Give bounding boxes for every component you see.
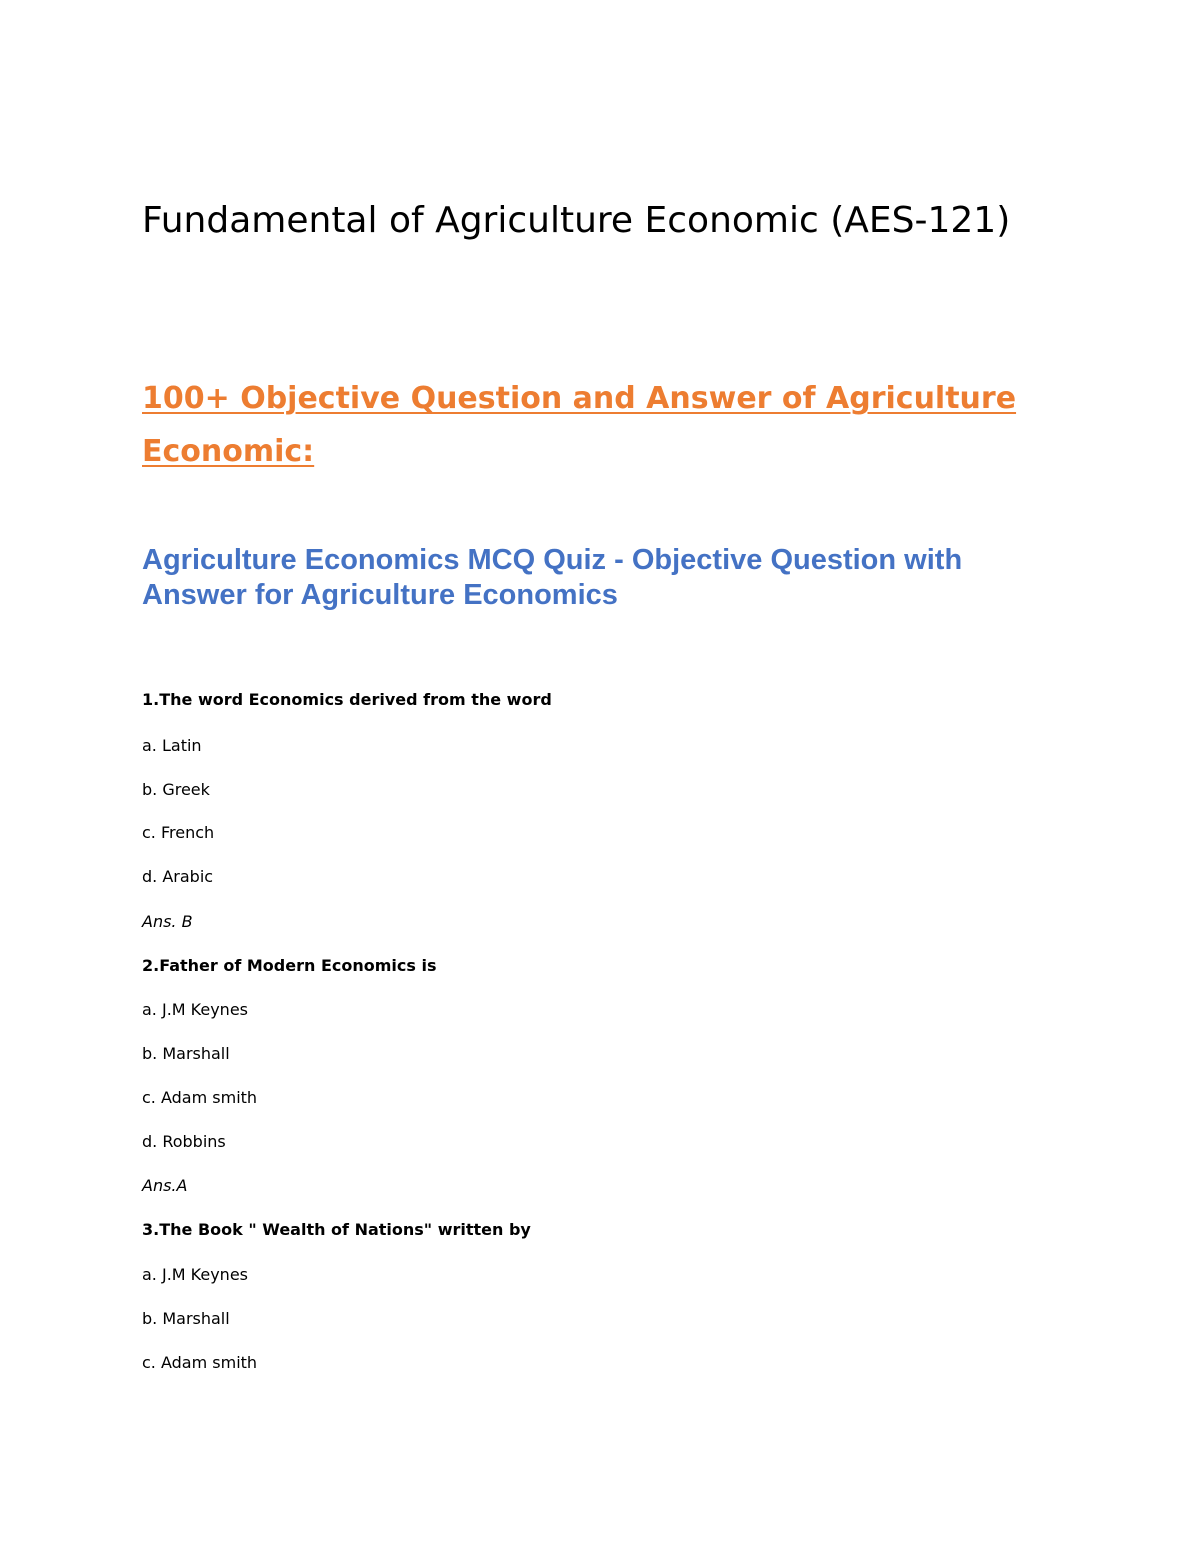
document-subtitle: 100+ Objective Question and Answer of Agriculture Economic: xyxy=(142,381,1017,469)
question-2-answer: Ans.A xyxy=(142,1176,188,1195)
question-1-option-a: a. Latin xyxy=(142,736,202,755)
question-1-option-c: c. French xyxy=(142,823,215,842)
document-title: Fundamental of Agriculture Economic (AES-121) xyxy=(142,200,1011,241)
question-2-option-a: a. J.M Keynes xyxy=(142,1000,248,1019)
question-3-option-b: b. Marshall xyxy=(142,1309,230,1328)
question-2-option-b: b. Marshall xyxy=(142,1044,230,1063)
question-3-option-c: c. Adam smith xyxy=(142,1353,258,1372)
question-2-option-c: c. Adam smith xyxy=(142,1088,258,1107)
question-1-option-d: d. Arabic xyxy=(142,867,214,886)
question-1-answer: Ans. B xyxy=(142,912,193,931)
question-2-text: 2.Father of Modern Economics is xyxy=(142,956,437,975)
question-1-option-b: b. Greek xyxy=(142,780,210,799)
quiz-heading: Agriculture Economics MCQ Quiz - Objective Question with Answer for Agriculture Economics xyxy=(142,544,963,611)
question-1-text: 1.The word Economics derived from the word xyxy=(142,690,552,709)
question-3-option-a: a. J.M Keynes xyxy=(142,1265,248,1284)
question-2-option-d: d. Robbins xyxy=(142,1132,226,1151)
question-3-text: 3.The Book " Wealth of Nations" written by xyxy=(142,1220,531,1239)
